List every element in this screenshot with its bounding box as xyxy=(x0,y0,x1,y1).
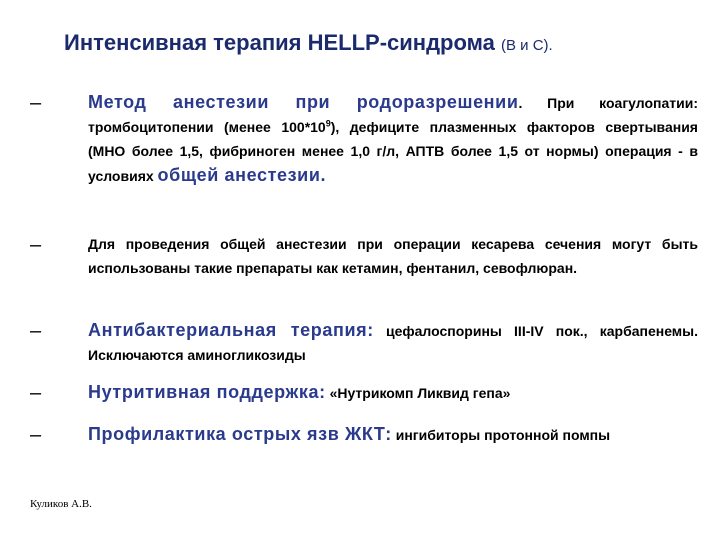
list-item-nutritional-support xyxy=(30,380,698,405)
item-text xyxy=(88,90,698,188)
bullet-dash: – xyxy=(30,92,42,114)
item-separator: : xyxy=(367,320,374,340)
title-text: Интенсивная терапия HELLP-синдрома xyxy=(64,30,495,55)
list-item-ulcer-prophylaxis xyxy=(30,422,698,447)
item-highlight: Антибактериальная терапия xyxy=(88,320,368,340)
item-text-part: «Нутрикомп Ликвид гепа» xyxy=(325,385,511,401)
item-text-part: цефалоспорины III-IV пок., карбапенемы. Исключаются аминогликозиды xyxy=(88,323,699,363)
item-text xyxy=(88,422,698,447)
item-text: Для проведения общей анестезии при операции кесарева сечения могут быть использованы такие препараты как кетамин, фентанил, севофлюран. xyxy=(88,236,698,276)
item-text xyxy=(88,380,698,405)
author-footer: Куликов А.В. xyxy=(30,498,92,510)
item-text-part: ), дефиците плазменных факторов свертывания (МНО более 1,5, фибриноген менее 1,0 г/л, АПТВ более 1,5 от нормы) операция - в условиях xyxy=(88,119,698,184)
list-item-antibacterial-therapy xyxy=(30,318,698,367)
bullet-dash: – xyxy=(30,424,42,446)
item-highlight: Профилактика острых язв ЖКТ: xyxy=(88,424,392,444)
title-evidence-note: (В и С). xyxy=(500,37,553,54)
item-text xyxy=(88,318,698,367)
item-highlight-general-anesthesia: общей анестезии xyxy=(157,165,321,185)
list-item-anesthesia-method xyxy=(30,90,698,188)
item-end-mark: . xyxy=(320,165,327,185)
item-highlight: Метод анестезии при родоразрешении xyxy=(88,92,519,112)
superscript: 9 xyxy=(325,118,331,129)
slide-title xyxy=(64,30,704,56)
bullet-dash: – xyxy=(30,234,42,256)
bullet-dash: – xyxy=(30,320,42,342)
item-text-part: . При коагулопатии: тромбоцитопении (менее 100*10 xyxy=(88,95,699,135)
item-highlight: Нутритивная поддержка xyxy=(88,382,320,402)
item-text-part: ингибиторы протонной помпы xyxy=(391,427,611,443)
item-separator: : xyxy=(319,382,326,402)
list-item-anesthesia-drugs xyxy=(30,232,698,280)
bullet-dash: – xyxy=(30,382,42,404)
